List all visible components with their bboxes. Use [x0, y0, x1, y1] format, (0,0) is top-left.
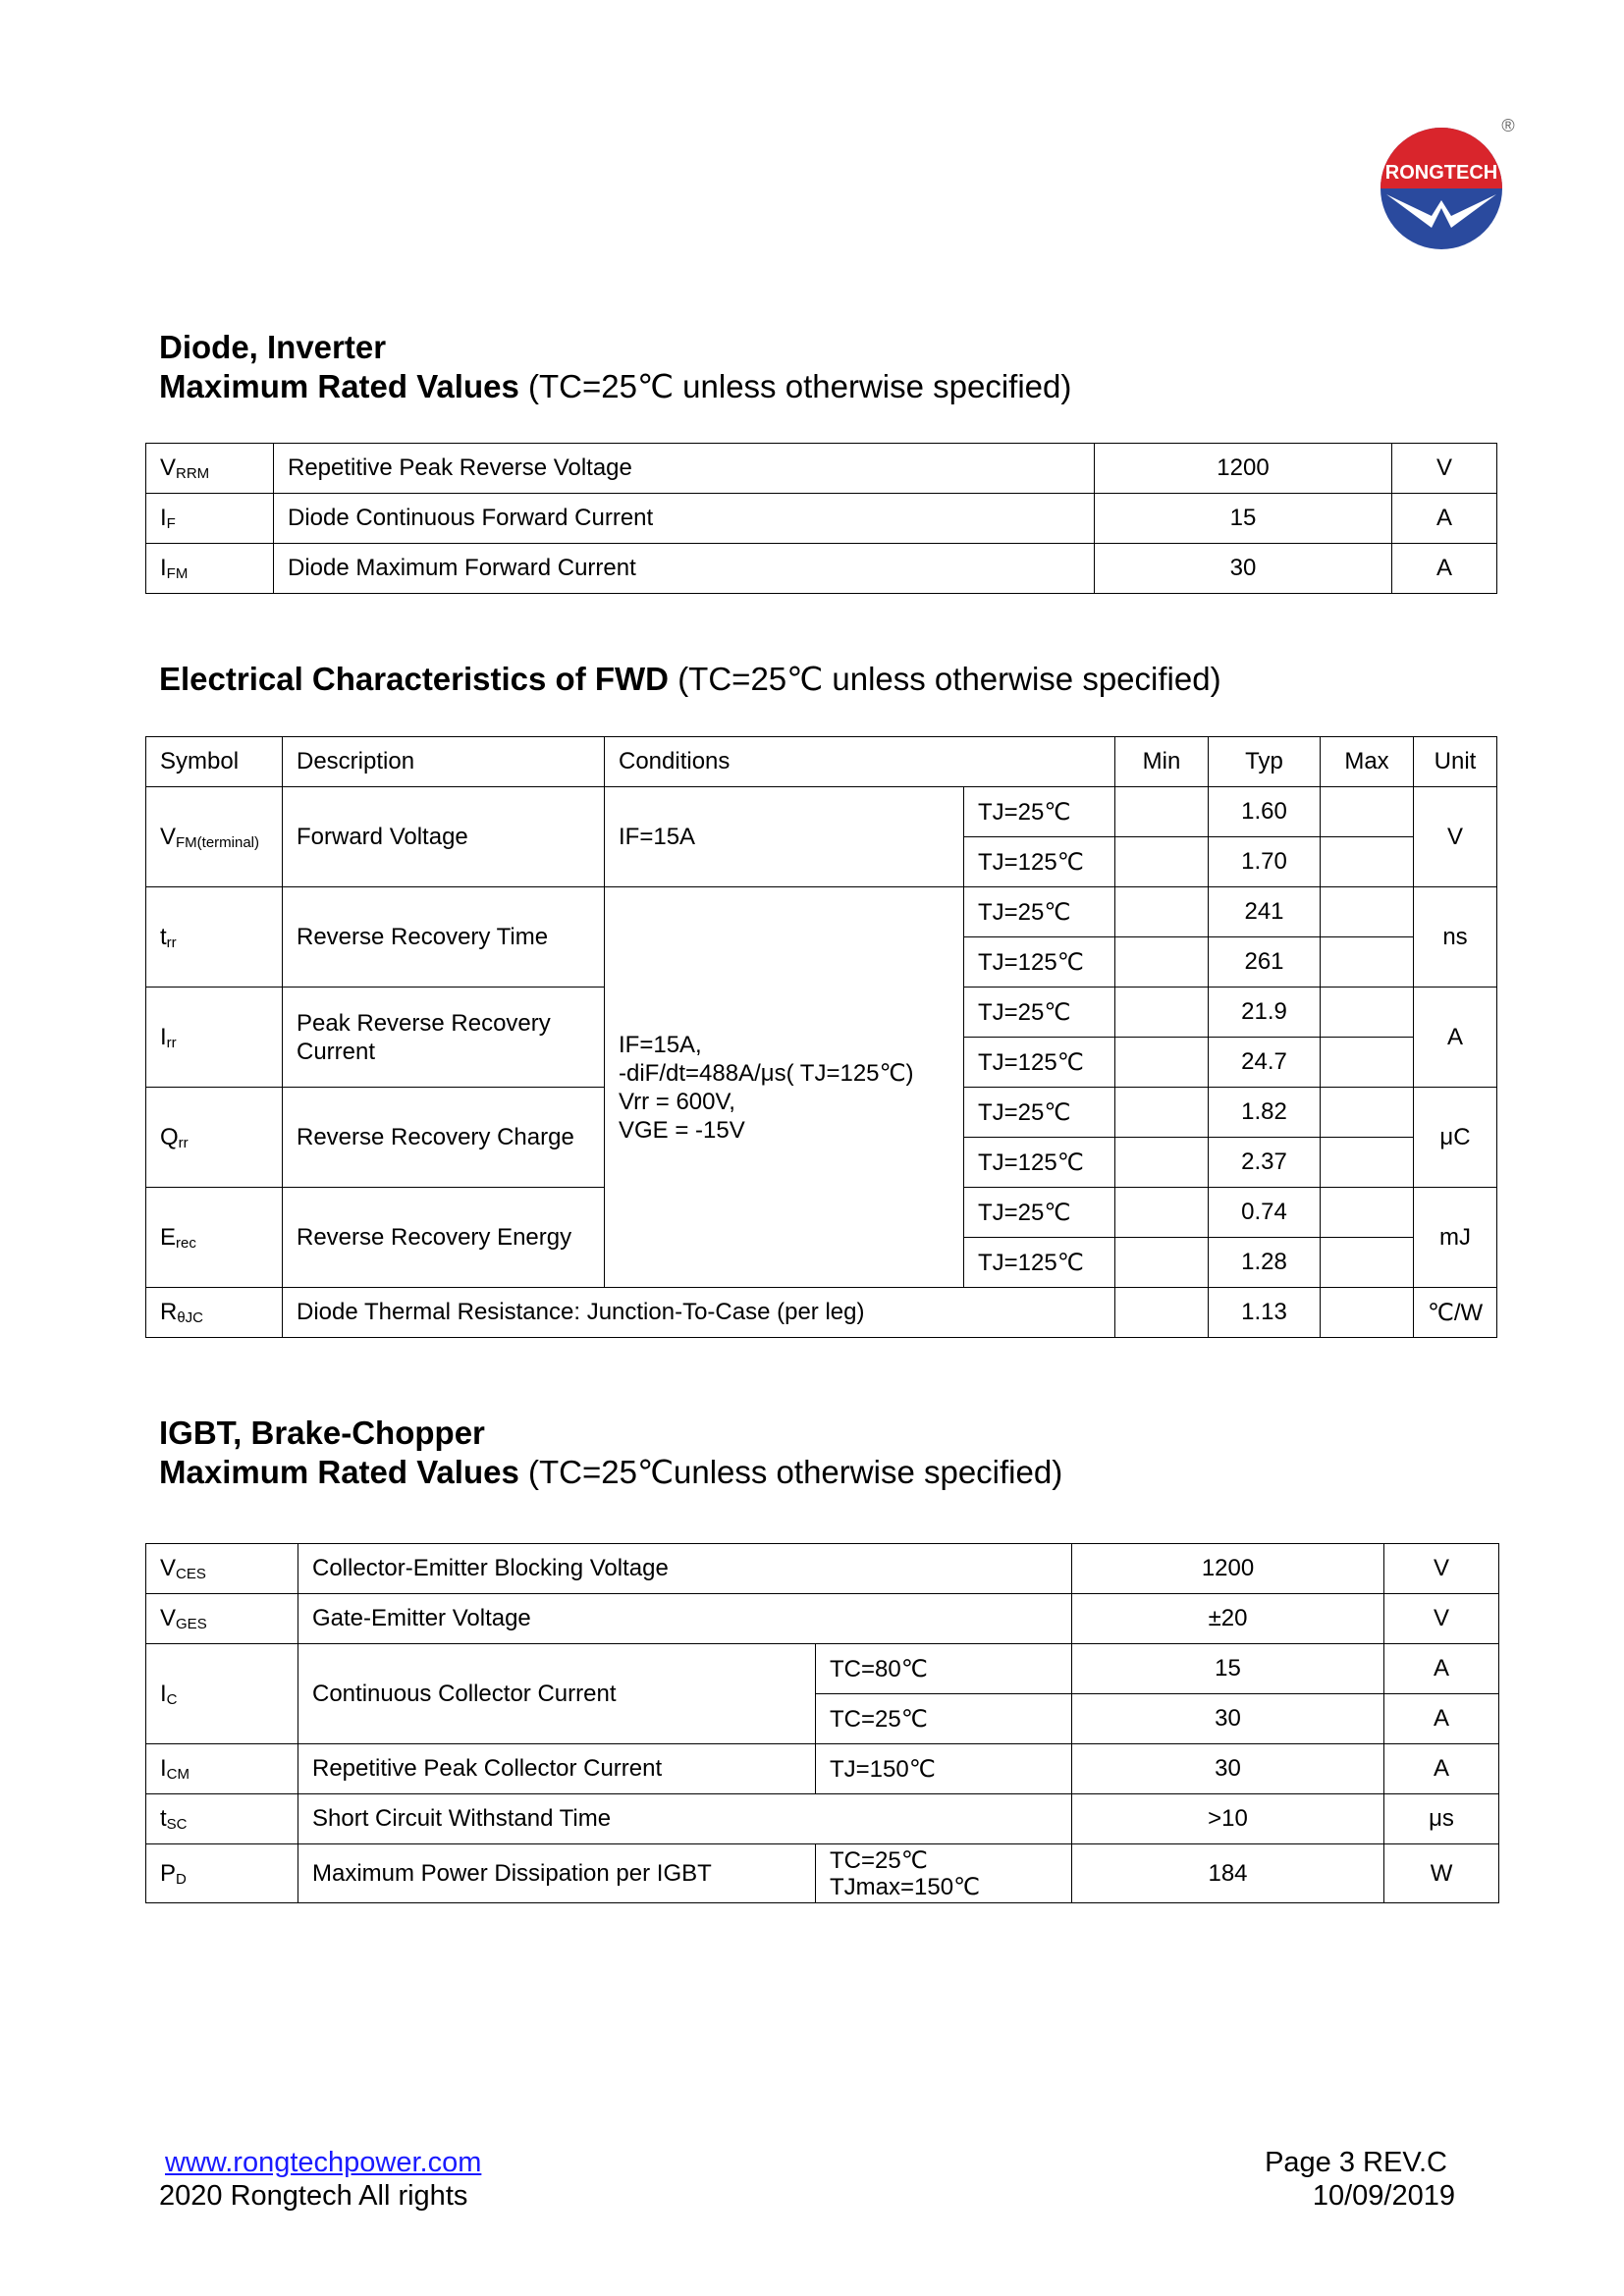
- description-cell: Gate-Emitter Voltage: [298, 1594, 1072, 1644]
- value-cell: >10: [1072, 1794, 1384, 1844]
- unit-cell: ℃/W: [1414, 1288, 1497, 1338]
- diode-inverter-heading: Diode, Inverter: [159, 329, 387, 365]
- temp-condition-cell: TJ=125℃: [964, 1038, 1115, 1088]
- temp-condition-cell: TJ=25℃: [964, 787, 1115, 837]
- value-cell: 1200: [1072, 1544, 1384, 1594]
- condition-cell: TC=25℃ TJmax=150℃: [816, 1844, 1072, 1903]
- unit-cell: A: [1414, 988, 1497, 1088]
- description-cell: Diode Continuous Forward Current: [274, 494, 1095, 544]
- max-cell: [1321, 887, 1414, 937]
- typ-cell: 241: [1209, 887, 1321, 937]
- header-unit: Unit: [1414, 737, 1497, 787]
- unit-cell: V: [1414, 787, 1497, 887]
- unit-cell: V: [1392, 444, 1497, 494]
- unit-cell: mJ: [1414, 1188, 1497, 1288]
- unit-cell: ns: [1414, 887, 1497, 988]
- header-description: Description: [283, 737, 605, 787]
- description-cell: Short Circuit Withstand Time: [298, 1794, 1072, 1844]
- description-cell: Continuous Collector Current: [298, 1644, 816, 1744]
- logo-brand-text: RONGTECH: [1384, 162, 1498, 184]
- value-cell: 1200: [1095, 444, 1392, 494]
- value-cell: ±20: [1072, 1594, 1384, 1644]
- table-row: [146, 1794, 1499, 1844]
- min-cell: [1115, 887, 1209, 937]
- table-header-row: [146, 737, 1497, 787]
- unit-cell: A: [1384, 1644, 1499, 1694]
- footer-website-link[interactable]: www.rongtechpower.com: [165, 2147, 482, 2178]
- description-cell: Diode Thermal Resistance: Junction-To-Case (per leg): [283, 1288, 1115, 1338]
- table-row: [146, 1594, 1499, 1644]
- footer-copyright: 2020 Rongtech All rights: [159, 2180, 468, 2212]
- registered-mark: ®: [1501, 116, 1515, 135]
- temp-condition-cell: TJ=125℃: [964, 1138, 1115, 1188]
- temp-condition-cell: TJ=125℃: [964, 837, 1115, 887]
- description-cell: Reverse Recovery Charge: [283, 1088, 605, 1188]
- value-cell: 15: [1095, 494, 1392, 544]
- header-min: Min: [1115, 737, 1209, 787]
- footer-date: 10/09/2019: [1312, 2180, 1455, 2212]
- max-cell: [1321, 787, 1414, 837]
- typ-cell: 1.13: [1209, 1288, 1321, 1338]
- max-cell: [1321, 1188, 1414, 1238]
- symbol-cell: $I_F$: [146, 494, 274, 544]
- description-cell: Reverse Recovery Energy: [283, 1188, 605, 1288]
- symbol-cell: $V_{GES}$: [146, 1594, 298, 1644]
- value-cell: 184: [1072, 1844, 1384, 1903]
- unit-cell: V: [1384, 1594, 1499, 1644]
- max-cell: [1321, 837, 1414, 887]
- max-cell: [1321, 1038, 1414, 1088]
- typ-cell: 0.74: [1209, 1188, 1321, 1238]
- description-cell: Repetitive Peak Reverse Voltage: [274, 444, 1095, 494]
- description-cell: Diode Maximum Forward Current: [274, 544, 1095, 594]
- symbol-cell: $V_{FM(terminal)}$: [146, 787, 283, 887]
- symbol-cell: $V_{CES}$: [146, 1544, 298, 1594]
- symbol-cell: $t_{SC}$: [146, 1794, 298, 1844]
- max-cell: [1321, 1088, 1414, 1138]
- min-cell: [1115, 1038, 1209, 1088]
- typ-cell: 261: [1209, 937, 1321, 988]
- typ-cell: 1.28: [1209, 1238, 1321, 1288]
- value-cell: 30: [1072, 1694, 1384, 1744]
- header-conditions: Conditions: [605, 737, 1115, 787]
- min-cell: [1115, 1188, 1209, 1238]
- symbol-cell: $Q_{rr}$: [146, 1088, 283, 1188]
- typ-cell: 2.37: [1209, 1138, 1321, 1188]
- rongtech-logo: [1373, 110, 1520, 257]
- unit-cell: μs: [1384, 1794, 1499, 1844]
- temp-condition-cell: TJ=25℃: [964, 988, 1115, 1038]
- footer-page-number: Page 3 REV.C: [1265, 2147, 1447, 2178]
- description-cell: Reverse Recovery Time: [283, 887, 605, 988]
- max-cell: [1321, 1138, 1414, 1188]
- igbt-brake-chopper-heading: IGBT, Brake-Chopper: [159, 1415, 485, 1451]
- unit-cell: V: [1384, 1544, 1499, 1594]
- diode-max-rated-table: [145, 443, 1497, 594]
- unit-cell: μC: [1414, 1088, 1497, 1188]
- table-row: [146, 1644, 1499, 1694]
- unit-cell: W: [1384, 1844, 1499, 1903]
- header-typ: Typ: [1209, 737, 1321, 787]
- description-cell: Maximum Power Dissipation per IGBT: [298, 1844, 816, 1903]
- temp-condition-cell: TJ=125℃: [964, 1238, 1115, 1288]
- max-cell: [1321, 1238, 1414, 1288]
- table-row: [146, 544, 1497, 594]
- typ-cell: 1.82: [1209, 1088, 1321, 1138]
- min-cell: [1115, 787, 1209, 837]
- value-cell: 15: [1072, 1644, 1384, 1694]
- igbt-max-rated-title: Maximum Rated Values (TC=25℃unless otherwise specified): [159, 1454, 1063, 1490]
- shared-condition-cell: IF=15A, -diF/dt=488A/μs( TJ=125℃) Vrr = 600V, VGE = -15V: [605, 887, 964, 1288]
- condition-cell: TC=80℃: [816, 1644, 1072, 1694]
- max-cell: [1321, 988, 1414, 1038]
- typ-cell: 21.9: [1209, 988, 1321, 1038]
- temp-condition-cell: TJ=25℃: [964, 1188, 1115, 1238]
- header-symbol: Symbol: [146, 737, 283, 787]
- diode-max-rated-title: Maximum Rated Values (TC=25℃ unless otherwise specified): [159, 368, 1072, 404]
- temp-condition-cell: TJ=125℃: [964, 937, 1115, 988]
- typ-cell: 24.7: [1209, 1038, 1321, 1088]
- description-cell: Collector-Emitter Blocking Voltage: [298, 1544, 1072, 1594]
- table-row: [146, 1544, 1499, 1594]
- description-cell: Repetitive Peak Collector Current: [298, 1744, 816, 1794]
- min-cell: [1115, 988, 1209, 1038]
- temp-condition-cell: TJ=25℃: [964, 887, 1115, 937]
- table-row: [146, 1844, 1499, 1903]
- condition-cell: IF=15A: [605, 787, 964, 887]
- table-row: [146, 1288, 1497, 1338]
- table-row: [146, 1744, 1499, 1794]
- table-row: [146, 787, 1497, 837]
- table-row: [146, 444, 1497, 494]
- typ-cell: 1.70: [1209, 837, 1321, 887]
- condition-cell: TJ=150℃: [816, 1744, 1072, 1794]
- unit-cell: A: [1384, 1694, 1499, 1744]
- unit-cell: A: [1384, 1744, 1499, 1794]
- symbol-cell: $I_{FM}$: [146, 544, 274, 594]
- typ-cell: 1.60: [1209, 787, 1321, 837]
- max-cell: [1321, 937, 1414, 988]
- unit-cell: A: [1392, 544, 1497, 594]
- unit-cell: A: [1392, 494, 1497, 544]
- min-cell: [1115, 937, 1209, 988]
- symbol-cell: $V_{RRM}$: [146, 444, 274, 494]
- max-cell: [1321, 1288, 1414, 1338]
- symbol-cell: $R_{\theta JC}$: [146, 1288, 283, 1338]
- symbol-cell: $I_{CM}$: [146, 1744, 298, 1794]
- table-row: [146, 887, 1497, 937]
- igbt-max-rated-table: [145, 1543, 1499, 1903]
- symbol-cell: $P_D$: [146, 1844, 298, 1903]
- temp-condition-cell: TJ=25℃: [964, 1088, 1115, 1138]
- condition-cell: TC=25℃: [816, 1694, 1072, 1744]
- fwd-characteristics-table: [145, 736, 1497, 1338]
- min-cell: [1115, 1288, 1209, 1338]
- min-cell: [1115, 1238, 1209, 1288]
- min-cell: [1115, 837, 1209, 887]
- table-row: [146, 494, 1497, 544]
- symbol-cell: $I_C$: [146, 1644, 298, 1744]
- symbol-cell: $t_{rr}$: [146, 887, 283, 988]
- description-cell: Peak Reverse Recovery Current: [283, 988, 605, 1088]
- value-cell: 30: [1072, 1744, 1384, 1794]
- min-cell: [1115, 1088, 1209, 1138]
- symbol-cell: $E_{rec}$: [146, 1188, 283, 1288]
- fwd-characteristics-title: Electrical Characteristics of FWD (TC=25℃ unless otherwise specified): [159, 661, 1221, 697]
- min-cell: [1115, 1138, 1209, 1188]
- symbol-cell: $I_{rr}$: [146, 988, 283, 1088]
- header-max: Max: [1321, 737, 1414, 787]
- value-cell: 30: [1095, 544, 1392, 594]
- description-cell: Forward Voltage: [283, 787, 605, 887]
